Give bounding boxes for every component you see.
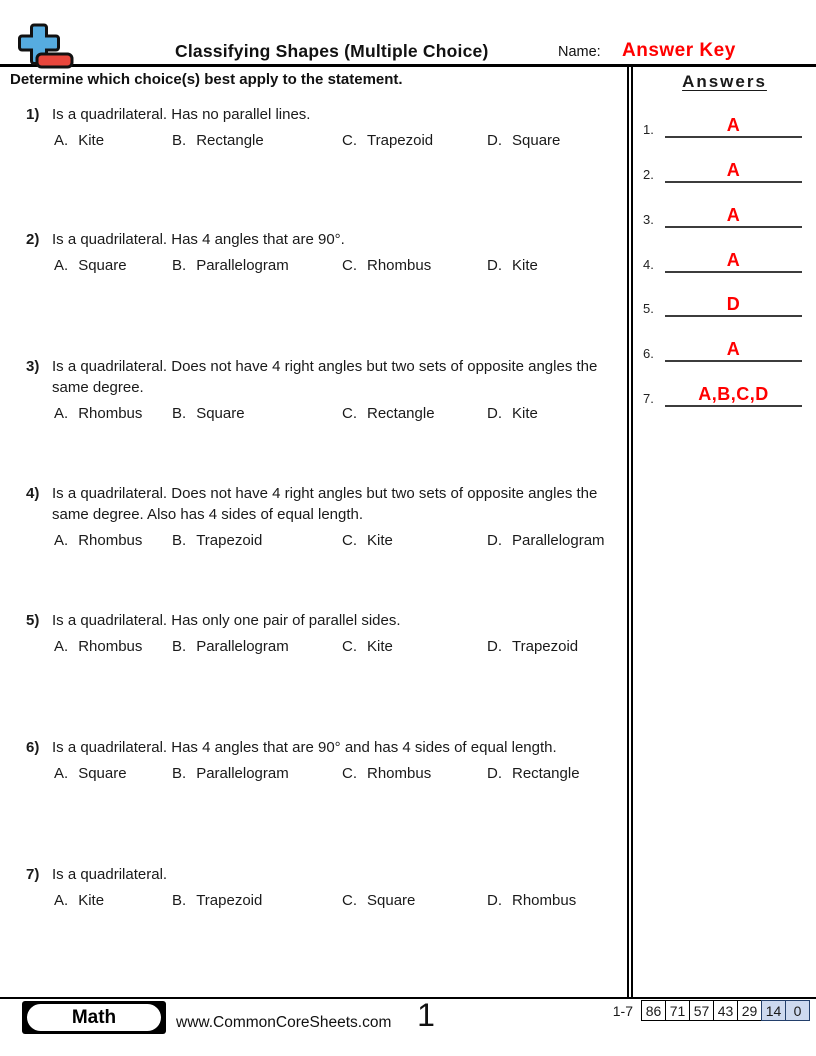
choice-7a xyxy=(54,890,172,911)
choice-row xyxy=(52,403,600,424)
question-text: Is a quadrilateral. Does not have 4 right angles but two sets of opposite angles the same degree. xyxy=(52,358,598,396)
choice-letter: A. xyxy=(54,132,69,149)
choice-letter: D. xyxy=(487,257,502,274)
choice-letter: B. xyxy=(172,405,187,422)
choice-letter: C. xyxy=(342,405,357,422)
choice-5d xyxy=(487,636,600,657)
answer-row-2 xyxy=(643,156,802,183)
question-number: 6) xyxy=(26,739,40,756)
choice-label: Parallelogram xyxy=(512,532,605,549)
score-cell: 71 xyxy=(665,1000,690,1021)
choice-label: Kite xyxy=(367,532,393,549)
score-cell-highlighted: 14 xyxy=(761,1000,786,1021)
choice-1a xyxy=(54,130,172,151)
answer-number: 6. xyxy=(643,346,654,361)
choice-label: Rectangle xyxy=(196,132,264,149)
choice-7b xyxy=(172,890,342,911)
question-2 xyxy=(26,229,600,276)
answer-value: A,B,C,D xyxy=(698,384,769,404)
question-text: Is a quadrilateral. Has only one pair of parallel sides. xyxy=(52,612,401,629)
choice-3c xyxy=(342,403,487,424)
choice-label: Square xyxy=(196,405,245,422)
choice-5a xyxy=(54,636,172,657)
answer-blank-line xyxy=(665,115,802,138)
answer-blank-line xyxy=(665,339,802,362)
choice-1d xyxy=(487,130,600,151)
choice-3a xyxy=(54,403,172,424)
answer-number: 4. xyxy=(643,257,654,272)
choice-label: Trapezoid xyxy=(196,532,263,549)
choice-1c xyxy=(342,130,487,151)
choice-4d xyxy=(487,530,605,551)
answer-value: D xyxy=(726,294,741,314)
question-7 xyxy=(26,864,600,911)
choice-2d xyxy=(487,255,600,276)
choice-letter: C. xyxy=(342,257,357,274)
choice-7d xyxy=(487,890,600,911)
choice-6d xyxy=(487,763,600,784)
choice-6b xyxy=(172,763,342,784)
choice-letter: D. xyxy=(487,638,502,655)
choice-label: Trapezoid xyxy=(512,638,579,655)
choice-3d xyxy=(487,403,600,424)
choice-letter: B. xyxy=(172,132,187,149)
answer-number: 2. xyxy=(643,167,654,182)
answer-row-5 xyxy=(643,290,802,317)
choice-row xyxy=(52,890,600,911)
choice-2b xyxy=(172,255,342,276)
question-text: Is a quadrilateral. Does not have 4 right angles but two sets of opposite angles the same degree. Also has 4 sides of equal length. xyxy=(52,485,598,523)
choice-label: Rectangle xyxy=(367,405,435,422)
score-cell: 86 xyxy=(641,1000,666,1021)
page-title: Classifying Shapes (Multiple Choice) xyxy=(175,41,489,61)
footer xyxy=(0,997,816,1056)
choice-label: Kite xyxy=(512,405,538,422)
answer-blank-line xyxy=(665,384,802,407)
question-4 xyxy=(26,483,605,551)
score-cell: 43 xyxy=(713,1000,738,1021)
question-number: 3) xyxy=(26,358,40,375)
question-text: Is a quadrilateral. Has no parallel lines. xyxy=(52,106,311,123)
answers-title: Answers xyxy=(682,72,767,91)
answer-row-3 xyxy=(643,201,802,228)
question-text: Is a quadrilateral. xyxy=(52,866,168,883)
choice-label: Rhombus xyxy=(78,532,143,549)
choice-5c xyxy=(342,636,487,657)
question-number: 2) xyxy=(26,231,40,248)
answer-row-6 xyxy=(643,335,802,362)
answer-blank-line xyxy=(665,205,802,228)
choice-letter: A. xyxy=(54,765,69,782)
choice-letter: C. xyxy=(342,638,357,655)
answer-value: A xyxy=(726,115,741,135)
choice-label: Rhombus xyxy=(512,892,577,909)
page-number: 1 xyxy=(417,997,435,1033)
choice-7c xyxy=(342,890,487,911)
answer-row-4 xyxy=(643,246,802,273)
choice-letter: A. xyxy=(54,532,69,549)
plus-minus-logo-icon xyxy=(18,22,76,72)
answer-blank-line xyxy=(665,160,802,183)
choice-label: Parallelogram xyxy=(196,257,289,274)
answer-value: A xyxy=(726,205,741,225)
score-cells xyxy=(642,1000,810,1021)
question-number: 7) xyxy=(26,866,40,883)
subject-badge xyxy=(22,1001,166,1034)
choice-row xyxy=(52,530,605,551)
choice-3b xyxy=(172,403,342,424)
answer-blank-line xyxy=(665,294,802,317)
choice-row xyxy=(52,636,600,657)
choice-letter: B. xyxy=(172,892,187,909)
choice-letter: D. xyxy=(487,405,502,422)
subject-badge-label: Math xyxy=(27,1004,161,1031)
choice-label: Kite xyxy=(78,892,105,909)
score-table xyxy=(613,1000,810,1021)
answer-number: 3. xyxy=(643,212,654,227)
answer-row-7 xyxy=(643,380,802,407)
choice-5b xyxy=(172,636,342,657)
choice-letter: A. xyxy=(54,257,69,274)
choice-label: Rhombus xyxy=(78,638,143,655)
choice-label: Kite xyxy=(367,638,393,655)
instruction-text: Determine which choice(s) best apply to the statement. xyxy=(10,71,403,88)
choice-label: Parallelogram xyxy=(196,765,289,782)
choice-letter: A. xyxy=(54,892,69,909)
answer-key-value: Answer Key xyxy=(622,40,736,61)
choice-letter: C. xyxy=(342,892,357,909)
choice-letter: D. xyxy=(487,765,502,782)
question-3 xyxy=(26,356,600,424)
choice-letter: D. xyxy=(487,532,502,549)
choice-letter: B. xyxy=(172,765,187,782)
choice-letter: B. xyxy=(172,257,187,274)
choice-label: Rhombus xyxy=(367,257,432,274)
choice-label: Kite xyxy=(512,257,538,274)
choice-2c xyxy=(342,255,487,276)
choice-letter: A. xyxy=(54,405,69,422)
question-number: 5) xyxy=(26,612,40,629)
answers-panel xyxy=(627,67,816,997)
choice-row xyxy=(52,763,600,784)
choice-label: Square xyxy=(78,765,127,782)
question-number: 4) xyxy=(26,485,40,502)
question-1 xyxy=(26,104,600,151)
website-text: www.CommonCoreSheets.com xyxy=(176,1014,392,1031)
choice-letter: D. xyxy=(487,132,502,149)
choice-4c xyxy=(342,530,487,551)
choice-2a xyxy=(54,255,172,276)
choice-row xyxy=(52,130,600,151)
score-cell-highlighted: 0 xyxy=(785,1000,810,1021)
choice-letter: C. xyxy=(342,532,357,549)
answer-number: 1. xyxy=(643,122,654,137)
score-cell: 57 xyxy=(689,1000,714,1021)
choice-label: Trapezoid xyxy=(367,132,434,149)
choice-label: Kite xyxy=(78,132,105,149)
answer-row-1 xyxy=(643,111,802,138)
score-range-label: 1-7 xyxy=(612,1002,633,1019)
choice-label: Square xyxy=(512,132,561,149)
question-6 xyxy=(26,737,600,784)
choice-letter: B. xyxy=(172,638,187,655)
questions-area xyxy=(0,67,627,997)
choice-letter: C. xyxy=(342,132,357,149)
answer-number: 5. xyxy=(643,301,654,316)
name-label: Name: xyxy=(558,44,601,60)
score-cell: 29 xyxy=(737,1000,762,1021)
choice-label: Rhombus xyxy=(78,405,143,422)
choice-4b xyxy=(172,530,342,551)
choice-letter: C. xyxy=(342,765,357,782)
choice-1b xyxy=(172,130,342,151)
choice-6c xyxy=(342,763,487,784)
choice-label: Trapezoid xyxy=(196,892,263,909)
choice-label: Parallelogram xyxy=(196,638,289,655)
choice-label: Rhombus xyxy=(367,765,432,782)
question-text: Is a quadrilateral. Has 4 angles that are 90° and has 4 sides of equal length. xyxy=(52,739,557,756)
header xyxy=(0,22,816,67)
choice-label: Rectangle xyxy=(512,765,580,782)
answer-number: 7. xyxy=(643,391,654,406)
question-number: 1) xyxy=(26,106,40,123)
choice-label: Square xyxy=(78,257,127,274)
choice-row xyxy=(52,255,600,276)
choice-4a xyxy=(54,530,172,551)
question-5 xyxy=(26,610,600,657)
choice-letter: A. xyxy=(54,638,69,655)
choice-label: Square xyxy=(367,892,416,909)
choice-letter: B. xyxy=(172,532,187,549)
question-text: Is a quadrilateral. Has 4 angles that are 90°. xyxy=(52,231,345,248)
answer-value: A xyxy=(726,160,741,180)
choice-letter: D. xyxy=(487,892,502,909)
answer-blank-line xyxy=(665,250,802,273)
main-content xyxy=(0,67,816,997)
answer-value: A xyxy=(726,339,741,359)
answer-value: A xyxy=(726,250,741,270)
choice-6a xyxy=(54,763,172,784)
